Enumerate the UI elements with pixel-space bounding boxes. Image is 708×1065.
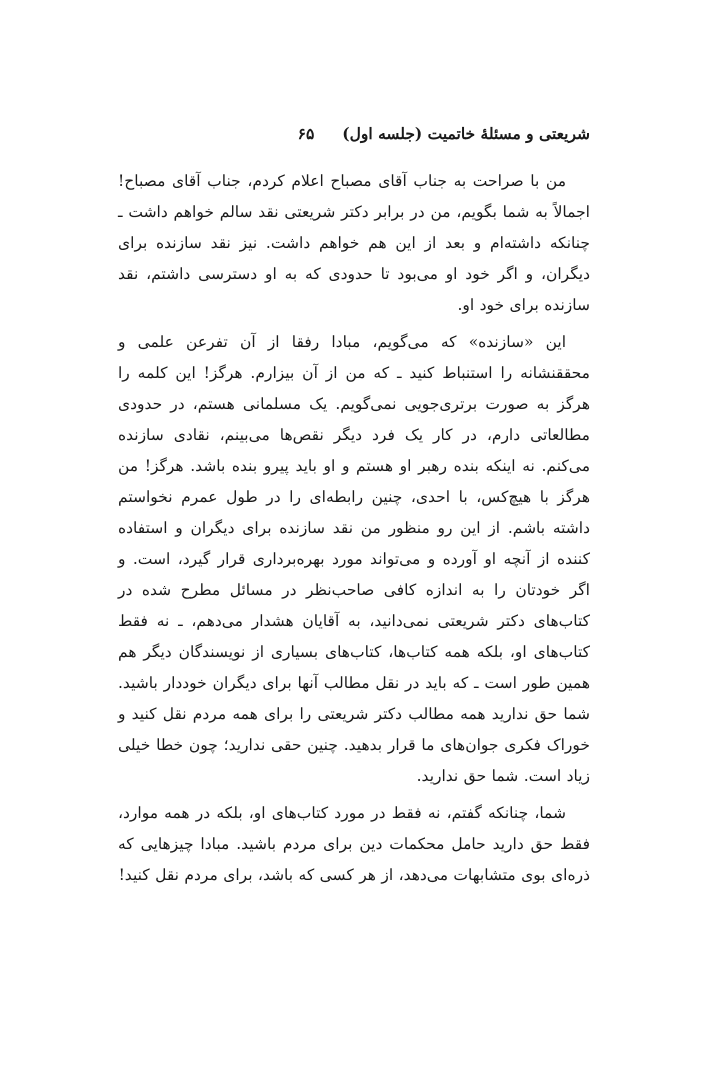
page-number: ۶۵ <box>297 123 315 143</box>
running-head <box>118 118 590 148</box>
paragraph-2: این «سازنده» که می‌گویم، مبادا رفقا از آن تفرعن علمی و محققنشانه را استنباط کنید ـ که من از آن بیزارم. هرگز! این کلمه را هرگز به صورت برتری‌جویی نمی‌گویم. یک مسلمانی هستم، در حدودی مطالعاتی دارم، در کار یک فرد دیگر نقص‌ها می‌بینم، نقادی سازنده می‌کنم. نه اینکه بنده رهبر او هستم و او باید پیرو بنده باشد. هرگز! من هرگز با هیچ‌کس، با احدی، چنین رابطه‌ای را در طول عمرم نخواستم داشته باشم. از این رو منظور من نقد سازنده برای دیگران و استفاده کننده از آنچه او آورده و می‌تواند مورد بهره‌برداری قرار گیرد، است. و اگر خودتان را به اندازه کافی صاحب‌نظر در مسائل مطرح شده در کتاب‌های دکتر شریعتی نمی‌دانید، به آقایان هشدار می‌دهم، ـ نه فقط کتاب‌های او، بلکه همه کتاب‌ها، کتاب‌های بسیاری از نویسندگان دیگر هم همین طور است ـ که باید در نقل مطالب آنها برای دیگران خوددار باشید. شما حق ندارید همه مطالب دکتر شریعتی را برای همه مردم نقل کنید و خوراک فکری جوان‌های ما قرار بدهید. چنین حقی ندارید؛ چون خطا خیلی زیاد است. شما حق ندارید. <box>118 333 590 785</box>
paragraph-3: شما، چنانکه گفتم، نه فقط در مورد کتاب‌های او، بلکه در همه موارد، فقط حق دارید حامل محکمات دین برای مردم باشید. مبادا چیزهایی که ذره‌ای بوی متشابهات می‌دهد، از هر کسی که باشد، برای مردم نقل کنید! <box>118 804 590 884</box>
body-text <box>118 166 590 897</box>
running-head-title: شریعتی و مسئلهٔ خاتمیت (جلسه اول) <box>342 123 590 143</box>
paragraph-1: من با صراحت به جناب آقای مصباح اعلام کردم، جناب آقای مصباح! اجمالاً به شما بگویم، من در برابر دکتر شریعتی نقد سالم خواهم داشت ـ چنانکه داشته‌ام و بعد از این هم خواهم داشت. نیز نقد سازنده برای دیگران، و اگر خود او می‌بود تا حدودی که به او دسترسی داشتم، نقد سازنده برای خود او. <box>118 172 590 314</box>
